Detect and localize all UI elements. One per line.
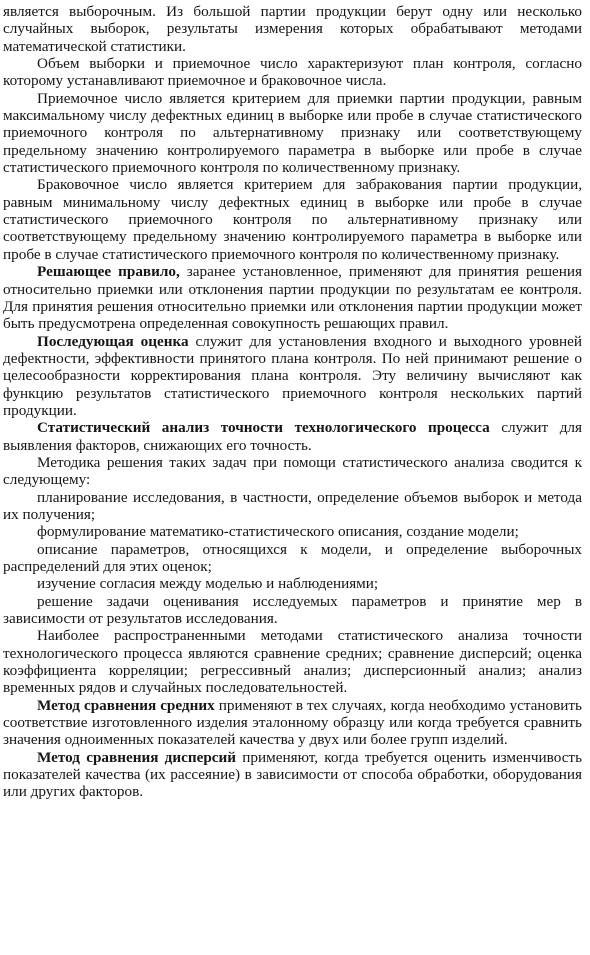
paragraph-term: Последующая оценка xyxy=(37,332,189,350)
paragraph-text: планирование исследования, в частности, определение объемов выборок и метода их получения; xyxy=(3,488,582,523)
paragraph-term: Метод сравнения дисперсий xyxy=(37,748,237,766)
paragraph-text: заранее установленное, применяют для принятия решения относительно приемки или отклонения партии продукции по результатам ее контроля. Для принятия решения относительно приемки или отклонения партии продукции может быть предусмотрена определенная совокупность решающих правил. xyxy=(3,263,582,333)
paragraph-text: служит для выявления факторов, снижающих его точность. xyxy=(3,419,582,454)
paragraph-text: применяют, когда требуется оценить изменчивость показателей качества (их рассеяние) в зависимости от способа обработки, оборудования или других факторов. xyxy=(3,748,582,801)
paragraph-acceptance-number xyxy=(3,90,582,177)
paragraph-method xyxy=(3,454,582,489)
paragraph-term: Метод сравнения средних xyxy=(37,696,215,714)
paragraph-compare-means xyxy=(3,697,582,749)
paragraph-sample-size xyxy=(3,55,582,90)
paragraph-statistical-analysis xyxy=(3,419,582,454)
list-item xyxy=(3,489,582,524)
paragraph-text: изучение согласия между моделью и наблюдениями; xyxy=(37,575,379,593)
paragraph-rejection-number xyxy=(3,176,582,263)
paragraph-text: решение задачи оценивания исследуемых параметров и принятие мер в зависимости от результатов исследования. xyxy=(3,592,582,628)
paragraph-text: является выборочным. Из большой партии продукции берут одну или несколько случайных выборок, результаты измерения которых обрабатывают методами математической статистики. xyxy=(3,3,582,55)
list-item xyxy=(3,593,582,628)
paragraph-term: Статистический анализ точности технологического процесса xyxy=(37,419,490,437)
list-item xyxy=(3,541,582,576)
paragraph-subsequent-estimate xyxy=(3,333,582,420)
paragraph-1 xyxy=(3,3,582,55)
paragraph-text: Методика решения таких задач при помощи статистического анализа сводится к следующему: xyxy=(3,453,582,489)
paragraph-text: формулирование математико-статистического описания, создание модели; xyxy=(37,523,519,541)
paragraph-common-methods xyxy=(3,627,582,696)
paragraph-text: служит для установления входного и выходного уровней дефектности, эффективности принятого плана контроля. По ней принимают решение о целесообразности корректирования плана контроля. Эту величину вычисляют как функцию результатов статистического приемочного контроля нескольких партий продукции. xyxy=(3,332,582,419)
paragraph-term: Решающее правило, xyxy=(37,263,180,281)
paragraph-decision-rule xyxy=(3,263,582,332)
paragraph-text: Браковочное число является критерием для забракования партии продукции, равным минимальному числу дефектных единиц в выборке или пробе в случае статистического приемочного контроля по альтернативному признаку или соответствующему предельному значению контролируемого параметра в выборке или пробе в случае статистического приемочного контроля по количественному признаку. xyxy=(3,176,582,263)
list-item xyxy=(3,523,582,540)
paragraph-text: Приемочное число является критерием для приемки партии продукции, равным максимальному числу дефектных единиц в выборке или пробе в случае статистического приемочного контроля по альтернативному признаку или соответствующему предельному значению контролируемого параметра в выборке или пробе в случае статистического приемочного контроля по количественному признаку. xyxy=(3,89,582,177)
paragraph-text: Объем выборки и приемочное число характеризуют план контроля, согласно которому устанавливают приемочное и браковочное числа. xyxy=(3,55,582,90)
list-item xyxy=(3,575,582,592)
paragraph-compare-variances xyxy=(3,749,582,801)
paragraph-text: Наиболее распространенными методами статистического анализа точности технологического процесса являются сравнение средних; сравнение дисперсий; оценка коэффициента корреляции; регрессивный анализ; дисперсионный анализ; анализ временных рядов и случайных последовательностей. xyxy=(3,627,582,697)
paragraph-text: описание параметров, относящихся к модели, и определение выборочных распределений для этих оценок; xyxy=(3,540,582,575)
paragraph-text: применяют в тех случаях, когда необходимо установить соответствие изготовленного изделия эталонному образцу или когда требуется сравнить значения одноименных показателей качества у двух или более групп изделий. xyxy=(3,696,582,749)
